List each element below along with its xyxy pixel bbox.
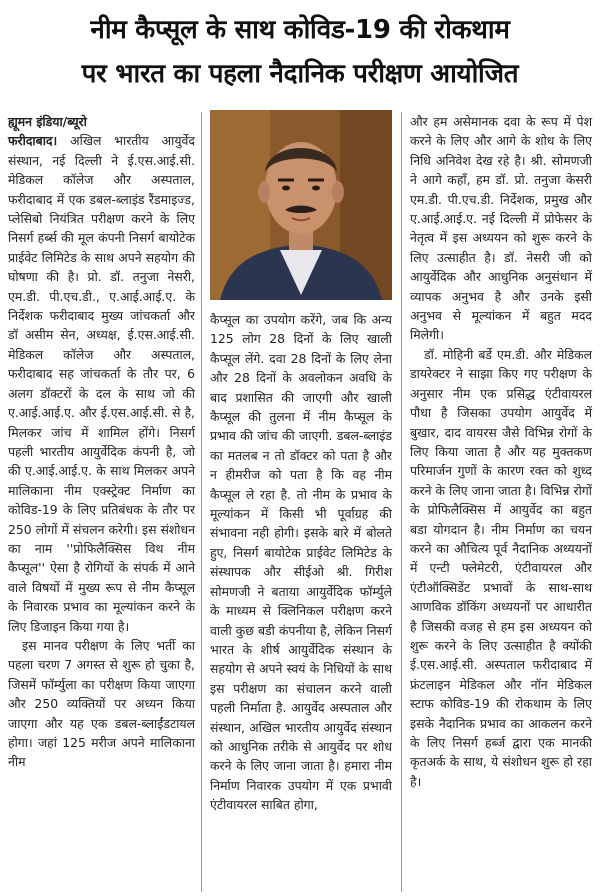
paragraph: डॉ. मोहिनी बर्डे एम.डी. और मेडिकल डायरेक्टर ने साझा किए गए परीक्षण के अनुसार नीम एक प्रसिद्ध एंटीवायरल पौधा है जिसका उपयोग आयुर्वेद में बुखार, दाद वायरस जैसे विभिन्न रोगों के लिए किया जाता है और यह मुक्तकण परिमार्जन गुणों के कारण रक्त को शुध्द करने के लिए जाना जाता है। विभिन्न रोगों के प्रोफिलैक्सिस में आयुर्वेद का बहुत बडा योगदान है। नीम निर्माण का चयन करने का औचित्य पूर्व नैदानिक अध्ययनों में एन्टी फ्लेमेटरी, एंटीवायरल और एंटीऑक्सिडेंट प्रभावों के साथ-साथ आणविक डॉकिंग अध्ययनों पर आधारीत है जिसकी वजह से हम इस अध्ययन को शुरू करने के लिए उत्साहीत है क्योंकी ई.एस.आई.सी. अस्पताल फरीदाबाद में फ्रंटलाइन मेडिकल और नॉन मेडिकल स्टाफ कोविड-19 की रोकथाम के लिए इसके नैदानिक प्रभाव का आकलन करने के लिए निसर्ग हर्ब्ज द्वारा एक मानकी कृतअर्क के साथ, ये संशोधन शुरू हो रहा है। — [410, 346, 592, 789]
dateline: फरीदाबाद। — [8, 133, 58, 149]
headline — [0, 8, 600, 96]
headline-line-2: पर भारत का पहला नैदानिक परीक्षण आयोजित — [81, 59, 519, 89]
column-divider — [401, 112, 402, 892]
article-column-1 — [8, 112, 195, 772]
headline-line-1: नीम कैप्सूल के साथ कोविड-19 की रोकथाम — [90, 15, 510, 45]
article-column-2 — [210, 310, 392, 815]
paragraph: और हम असेमानक दवा के रूप में पेश करने के लिए और आगे के शोध के लिए निधि अनिवेश देख रहे है। श्री. सोमणजी ने आगे कहाँ, हम डॉ. प्रो. तनुजा केसरी एम.डी. पी.एच.डी. निर्देशक, प्रमुख और ए.आई.आई.ए. नई दिल्ली में प्रोफेसर के नेतृत्व में इस अध्ययन को शुरू करने के लिए उत्साहीत है। डॉ. नेसरी जी को आयुर्वेदिक और आधुनिक अनुसंधान में व्यापक अनुभव है और उनके इसी अनुभव से मूल्यांकन में बहुत मदद मिलेगी। — [410, 114, 592, 343]
paragraph: कैप्सूल का उपयोग करेंगे, जब कि अन्य 125 लोग 28 दिनों के लिए खाली कैप्सूल लेंगे. दवा 28 दिनों के लिए लेना और 28 दिनों के अवलोकन अवधि के बाद प्रशासित की जाएगी और खाली कैप्सूल की तुलना में नीम कैप्सूल के प्रभाव की जांच की जाएगी. डबल-ब्लाइंड का मतलब न तो डॉक्टर को पता है और न हीमरीज को पता है कि वह नीम कैप्सूल ले रहा है. तो नीम के प्रभाव के मूल्यांकन में किसी भी पूर्वाग्रह की संभावना नही होगी। इसके बारे में बोलते हुए, निसर्ग बायोटेक प्राईवेट लिमिटेड के संस्थापक और सीईओ श्री. गिरीश सोमणजी ने बताया आयुर्वेदिक फॉर्म्युले के माध्यम से क्लिनिकल परीक्षण करने वाली कुछ बडी कंपनीया है, लेकिन निसर्ग भारत के शीर्ष आयुर्वेदिक संस्थान के सहयोग से अपने स्वयं के निधियों के साथ इस परीक्षण का संचालन करने वाली पहली निर्माता है. आयुर्वेद अस्पताल और संस्थान, अखिल भारतीय आयुर्वेद संस्थान को आधुनिक तरीके से आयुर्वेद पर शोध करने के लिए जाना जाता है। हमारा नीम निर्माण निवारक उपयोग में एक प्रभावी एंटीवायरल साबित होगा, — [210, 312, 392, 813]
portrait-photo — [210, 110, 392, 300]
paragraph — [8, 131, 195, 636]
paragraph-text: अखिल भारतीय आयुर्वेद संस्थान, नई दिल्ली ने ई.एस.आई.सी. मेडिकल कॉलेज और अस्पताल, फरीदाबाद में एक डबल-ब्लाइंड रैंडमाइज्ड, प्लेसिबो नियंत्रित परीक्षण करने के लिए निसर्ग हर्ब्स की मूल कंपनी निसर्ग बायोटेक प्राईवेट लिमिटेड के साथ अपने सहयोग की घोषणा की है। प्रो. डॉ. तनुजा नेसरी, एम.डी. पी.एच.डी., ए.आई.आई.ए. के निर्देशक फरीदाबाद मुख्य जांचकर्ता और डॉ असीम सेन, अध्यक्ष, ई.एस.आई.सी. मेडिकल कॉलेज और अस्पताल, फरीदाबाद सह जांचकर्ता के तौर पर, 6 अलग डॉक्टरों के दल के साथ जो की ए.आई.आई.ए. और ई.एस.आई.सी. से है, मिलकर जांच में शामिल होंगे। निसर्ग पहली भारतीय आयुर्वेदिक कंपनी है, जो की ए.आई.आई.ए. के साथ मिलकर अपने मालिकाना नीम एक्स्ट्रेक्ट निर्माण का कोविड-19 के लिए प्रतिबंधक के तौर पर 250 लोगों में संचलन करेगी। इस संशोधन का नाम ''प्रोफिलैक्सिस विथ नीम कैप्सूल'' ऐसा है रोगियों के संपर्क में आने वाले विषयों में मुख्य रूप से नीम कैप्सूल के निवारक प्रभाव का मूल्यांकन करने के लिए डिजाइन किया गया है। — [8, 133, 195, 634]
column-divider — [201, 112, 202, 892]
byline: ह्यूमन इंडिया/ब्यूरो — [8, 114, 87, 129]
paragraph: इस मानव परीक्षण के लिए भर्ती का पहला चरण 7 अगस्त से शुरू हो चुका है, जिसमें फॉर्म्युला का परीक्षण किया जाएगा और 250 व्यक्तियों पर अध्यन किया जाएगा और यह एक डबल-ब्लाईंडटायल होगा। जहां 125 मरीज अपने मालिकाना नीम — [8, 637, 195, 770]
article-column-3 — [410, 112, 592, 791]
man-portrait-image — [210, 110, 392, 300]
